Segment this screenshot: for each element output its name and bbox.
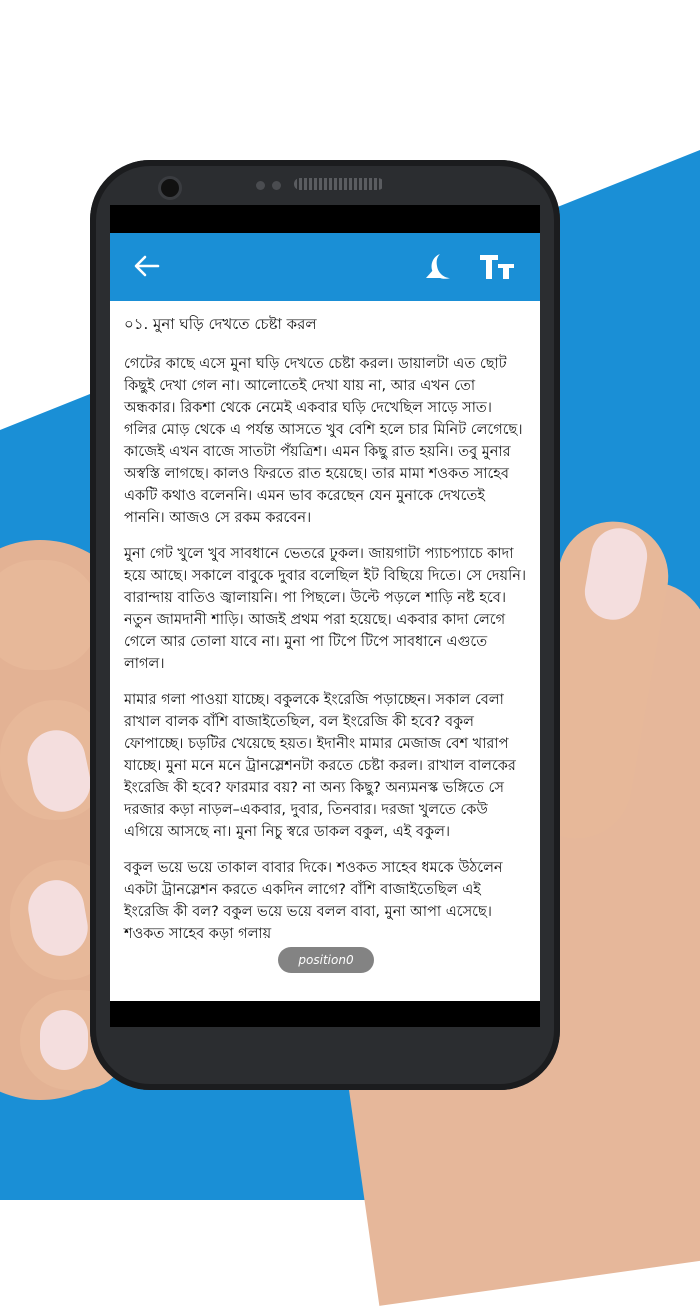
paragraph: গেটের কাছে এসে মুনা ঘড়ি দেখতে চেষ্টা করল। ডায়ালটা এত ছোট কিছুই দেখা গেল না। আলোতেই দেখা যায় না, আর এখন তো অন্ধকার। রিকশা থেকে নেমেই একবার ঘড়ি দেখেছিল সাড়ে সাত। গলির মোড় থেকে এ পর্যন্ত আসতে খুব বেশি হলে চার মিনিট লেগেছে। কাজেই এখন বাজে সাতটা পঁয়ত্রিশ। এমন কিছু রাত হয়নি। তবু মুনার অস্বস্তি লাগছে। কালও ফিরতে রাত হয়েছে। তার মামা শওকত সাহেব একটি কথাও বলেননি। এমন ভাব করেছেন যেন মুনাকে দেখতেই পাননি। আজও সে রকম করবেন। bbox=[124, 356, 523, 526]
reading-content bbox=[124, 313, 528, 959]
arrow-left-icon[interactable] bbox=[130, 249, 164, 283]
paragraph: বকুল ভয়ে ভয়ে তাকাল বাবার দিকে। শওকত সাহেব ধমকে উঠলেন একটা ট্রানস্লেশন করতে একদিন লাগে? বাঁশি বাজাইতেছিল এই ইংরেজি কী বল? বকুল ভয়ে ভয়ে বলল বাবা, মুনা আপা এসেছে। শওকত সাহেব কড়া গলায় bbox=[124, 860, 503, 942]
front-camera bbox=[158, 176, 182, 200]
proximity-sensor bbox=[256, 181, 265, 190]
status-bar bbox=[110, 205, 540, 233]
phone-screen bbox=[110, 205, 540, 1027]
navigation-bar bbox=[110, 1001, 540, 1027]
moon-icon[interactable] bbox=[422, 251, 454, 283]
earpiece-speaker bbox=[294, 178, 384, 190]
position-toast: position0 bbox=[278, 947, 374, 973]
fingernail bbox=[40, 1010, 88, 1070]
chapter-title: ০১. মুনা ঘড়ি দেখতে চেষ্টা করল bbox=[124, 315, 317, 333]
light-sensor bbox=[272, 181, 281, 190]
app-bar bbox=[110, 233, 540, 301]
paragraph: মুনা গেট খুলে খুব সাবধানে ভেতরে ঢুকল। জায়গাটা প্যাচপ্যাচে কাদা হয়ে আছে। সকালে বাবুকে দুবার বলেছিল ইট বিছিয়ে দিতে। সে দেয়নি। বারান্দায় বাতিও জ্বালায়নি। পা পিছলে। উল্টে পড়লে শাড়ি নষ্ট হবে। নতুন জামদানী শাড়ি। আজই প্রথম পরা হয়েছে। একবার কাদা লেগে গেলে আর তোলা যাবে না। মুনা পা টিপে টিপে সাবধানে এগুতে লাগল। bbox=[124, 546, 527, 672]
text-size-icon[interactable] bbox=[478, 251, 518, 283]
paragraph: মামার গলা পাওয়া যাচ্ছে। বকুলকে ইংরেজি পড়াচ্ছেন। সকাল বেলা রাখাল বালক বাঁশি বাজাইতেছিল, বল ইংরেজি কী হবে? বকুল ফোপাচ্ছে। চড়টির খেয়েছে হয়ত। ইদানীং মামার মেজাজ বেশ খারাপ যাচ্ছে। মুনা মনে মনে ট্রানস্লেশনটা করতে চেষ্টা করল। রাখাল বালকের ইংরেজি কী হবে? ফারমার বয়? না অন্য কিছু? অন্যমনস্ক ভঙ্গিতে সে দরজার কড়া নাড়ল–একবার, দুবার, তিনবার। দরজা খুলতে কেউ এগিয়ে আসছে না। মুনা নিচু স্বরে ডাকল বকুল, এই বকুল। bbox=[124, 692, 516, 840]
